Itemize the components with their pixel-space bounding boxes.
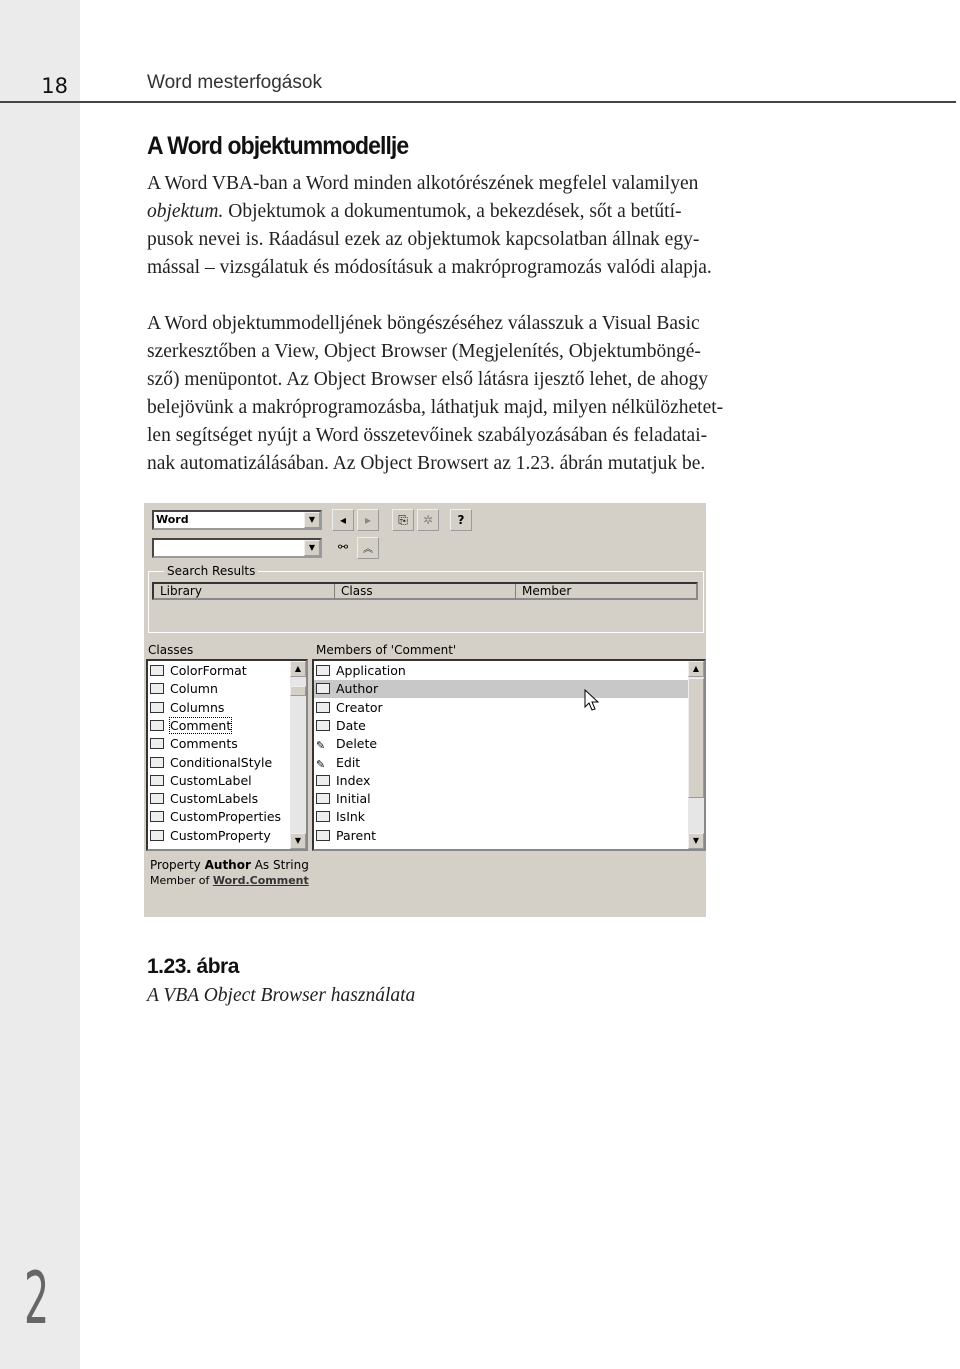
method-icon: ✎ [316, 739, 326, 753]
member-label: Edit [336, 754, 361, 770]
figure-number: 1.23. ábra [147, 955, 239, 978]
scroll-down-icon[interactable]: ▼ [688, 833, 704, 849]
member-item[interactable] [314, 680, 690, 698]
class-icon [150, 830, 164, 841]
search-results-group [148, 571, 704, 633]
class-item[interactable] [148, 735, 238, 753]
class-label: Columns [170, 699, 225, 715]
member-label: Date [336, 717, 366, 733]
class-item[interactable] [148, 680, 218, 698]
figure-caption: A VBA Object Browser használata [147, 985, 416, 1006]
member-item[interactable] [314, 662, 690, 680]
property-icon [316, 830, 330, 841]
classes-scrollbar[interactable] [290, 661, 306, 849]
toggle-results-button[interactable] [357, 537, 379, 559]
scroll-thumb[interactable] [688, 678, 704, 798]
chapter-number: 2 [24, 1256, 50, 1340]
help-icon: ? [457, 513, 465, 527]
paragraph-1 [147, 170, 837, 282]
member-label: Index [336, 772, 371, 788]
class-icon [150, 665, 164, 676]
property-icon [316, 702, 330, 713]
class-label: ColorFormat [170, 663, 247, 678]
para2-line: len segítséget nyújt a Word összetevőinek szabályozásában és feladatai- [147, 425, 708, 446]
help-button[interactable] [450, 509, 472, 531]
para2-line: nak automatizálásában. Az Object Browsert az 1.23. ábrán mutatjuk be. [147, 453, 706, 474]
property-icon [316, 793, 330, 804]
class-label: Column [170, 681, 218, 697]
para2-line: szerkesztőben a View, Object Browser (Megjelenítés, Objektumböngé- [147, 341, 701, 362]
details-kind: Property [150, 858, 201, 872]
class-item[interactable] [148, 790, 258, 808]
para2-line: sző) menüpontot. Az Object Browser első látásra ijesztő lehet, de ahogy [147, 369, 709, 390]
class-item[interactable] [148, 662, 247, 680]
para2-line: A Word objektummodelljének böngészéséhez válasszuk a Visual Basic [147, 313, 700, 334]
column-library[interactable]: Library [154, 584, 335, 598]
class-label: CustomProperty [170, 827, 271, 843]
details-type: As String [254, 858, 309, 872]
members-title: Members of 'Comment' [316, 643, 457, 657]
member-label: Delete [336, 736, 378, 752]
search-results-header [152, 582, 698, 600]
details-class-link[interactable]: Comment [249, 874, 309, 887]
class-icon [150, 775, 164, 786]
chevron-down-icon[interactable]: ▼ [304, 512, 320, 528]
para1-line: mással – vizsgálatuk és módosításuk a makróprogramozás valódi alapja. [147, 257, 712, 278]
side-strip [0, 0, 80, 1369]
para1-line-rest: Objektumok a dokumentumok, a bekezdések, sőt a betűtí- [223, 201, 682, 222]
class-label: ConditionalStyle [170, 754, 273, 770]
details-line-1 [150, 858, 309, 872]
para1-line: pusok nevei is. Ráadásul ezek az objektumok kapcsolatban állnak egy- [147, 229, 700, 250]
chevron-down-icon[interactable]: ▼ [304, 540, 320, 556]
search-button[interactable] [332, 537, 354, 559]
class-icon [150, 683, 164, 694]
member-item[interactable] [314, 735, 690, 753]
member-item[interactable] [314, 827, 690, 845]
section-title: A Word objektummodellje [147, 132, 409, 160]
emphasis-objektum: objektum. [147, 201, 224, 222]
library-combo[interactable] [152, 510, 322, 530]
page-number: 18 [0, 70, 80, 102]
class-icon [150, 738, 164, 749]
member-label: Application [336, 663, 406, 678]
member-item[interactable] [314, 717, 690, 735]
mouse-cursor-icon [584, 689, 600, 713]
class-label: Comments [170, 736, 238, 752]
class-label: CustomLabels [170, 791, 259, 807]
member-item[interactable] [314, 808, 690, 826]
details-member-of: Member of [150, 874, 210, 887]
class-label: CustomLabel [170, 772, 252, 788]
arrow-left-icon: ◂ [339, 513, 347, 527]
arrow-right-icon: ▸ [364, 513, 372, 527]
class-item[interactable] [148, 717, 231, 735]
member-item[interactable] [314, 699, 690, 717]
scroll-down-icon[interactable]: ▼ [290, 833, 306, 849]
header-rule [0, 101, 956, 103]
class-item[interactable] [148, 772, 252, 790]
class-item[interactable] [148, 808, 281, 826]
property-icon [316, 720, 330, 731]
member-label: Parent [336, 827, 377, 843]
scroll-thumb[interactable] [290, 686, 306, 696]
chevron-up-icon: ︽ [363, 544, 373, 555]
running-header: Word mesterfogások [147, 72, 322, 93]
details-line-2 [150, 874, 309, 887]
member-item[interactable] [314, 790, 690, 808]
forward-button[interactable] [357, 509, 379, 531]
class-label: CustomProperties [170, 809, 282, 825]
property-icon [316, 683, 330, 694]
member-label: Author [336, 681, 379, 697]
object-browser-screenshot [144, 503, 706, 917]
para1-line: A Word VBA-ban a Word minden alkotórészének megfelel valamilyen [147, 173, 699, 194]
library-value: Word [156, 513, 189, 526]
class-label: Comment [170, 717, 232, 733]
details-dot: . [245, 874, 250, 887]
member-item[interactable] [314, 754, 690, 772]
member-label: Creator [336, 699, 383, 715]
details-member-name: Author [204, 858, 251, 872]
para2-line: belejövünk a makróprogramozásba, láthatjuk majd, milyen nélkülözhetet- [147, 397, 724, 418]
class-icon [150, 702, 164, 713]
class-icon [150, 793, 164, 804]
copy-button[interactable] [392, 509, 414, 531]
classes-list[interactable] [146, 659, 308, 851]
member-label: IsInk [336, 809, 366, 825]
property-icon [316, 775, 330, 786]
search-combo[interactable] [152, 538, 322, 558]
class-item[interactable] [148, 827, 271, 845]
member-label: Initial [336, 791, 371, 807]
property-icon [316, 665, 330, 676]
details-pane [144, 855, 706, 917]
search-results-label: Search Results [164, 564, 258, 578]
definition-icon: ✲ [422, 513, 434, 527]
class-item[interactable] [148, 699, 224, 717]
view-definition-button[interactable] [417, 509, 439, 531]
details-library-link[interactable]: Word [212, 874, 246, 887]
column-class[interactable]: Class [335, 584, 516, 598]
class-item[interactable] [148, 754, 272, 772]
classes-title: Classes [148, 643, 194, 657]
binoculars-icon: ⚯ [337, 540, 349, 554]
copy-icon: ⎘ [398, 513, 408, 527]
members-list[interactable] [312, 659, 706, 851]
back-button[interactable] [332, 509, 354, 531]
paragraph-2 [147, 310, 837, 478]
scroll-up-icon[interactable]: ▲ [290, 661, 306, 677]
members-scrollbar[interactable] [688, 661, 704, 849]
class-icon [150, 757, 164, 768]
member-item[interactable] [314, 772, 690, 790]
column-member[interactable]: Member [516, 584, 696, 598]
para1-line [147, 198, 837, 226]
property-icon [316, 811, 330, 822]
scroll-up-icon[interactable]: ▲ [688, 661, 704, 677]
class-icon [150, 811, 164, 822]
method-icon: ✎ [316, 757, 326, 771]
class-icon [150, 720, 164, 731]
